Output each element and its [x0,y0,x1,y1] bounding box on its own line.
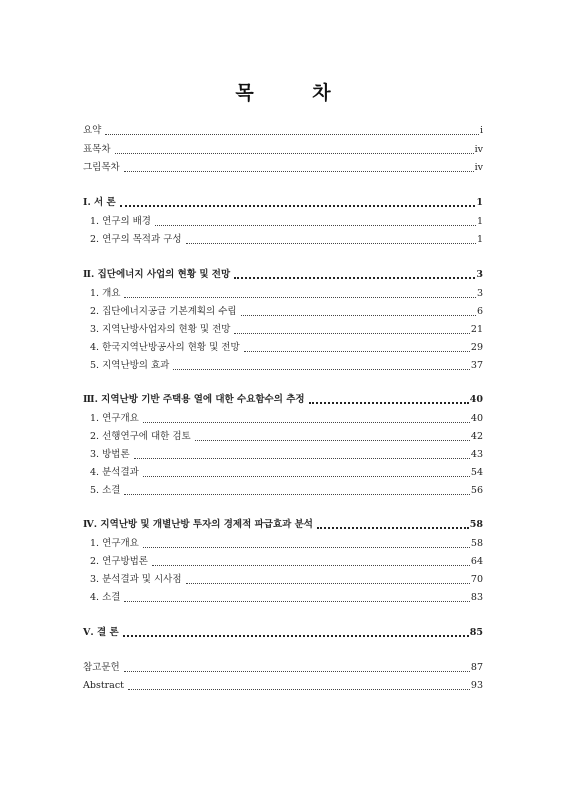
toc-entry[interactable] [90,342,483,354]
toc-label: 3. 분석결과 및 시사점 [90,574,182,585]
dot-leader [124,171,474,172]
toc-chapter[interactable] [83,627,483,639]
dot-leader [124,297,476,298]
toc-page-number: 40 [469,394,483,405]
toc-page-number: 37 [470,360,483,371]
toc-label: 참고문헌 [83,662,120,673]
toc-page-number: 3 [476,269,483,280]
dot-leader [143,476,470,477]
toc-page-number: 93 [470,680,483,691]
toc-page-number: 1 [476,197,483,208]
toc-page-number: 87 [470,662,483,673]
toc-page-number: 64 [470,556,483,567]
toc-page-number: 83 [470,592,483,603]
toc-label: 4. 분석결과 [90,467,139,478]
toc-page-number: 43 [470,449,483,460]
toc-page-number: 1 [476,216,483,227]
dot-leader [124,494,469,495]
toc-label: 그림목차 [83,162,120,173]
toc-entry[interactable] [83,662,483,674]
dot-leader [128,689,470,690]
dot-leader [234,333,469,334]
toc-label: Ⅴ. 결 론 [83,627,119,638]
dot-leader [195,440,470,441]
page-title: 목 차 [235,82,357,104]
toc-label: Ⅰ. 서 론 [83,197,116,208]
toc-entry[interactable] [83,125,483,137]
dot-leader [234,277,475,279]
toc-label: 1. 연구개요 [90,538,139,549]
toc-page-number: iv [474,162,483,173]
toc-chapter[interactable] [83,394,483,406]
toc-page-number: i [479,125,483,136]
toc-chapter[interactable] [83,269,483,281]
toc-page-number: 42 [470,431,483,442]
toc-page-number: 40 [470,413,483,424]
toc-entry[interactable] [90,467,483,479]
toc-page-number: 56 [470,485,483,496]
toc-label: 1. 개요 [90,288,121,299]
toc-label: Ⅱ. 집단에너지 사업의 현황 및 전망 [83,269,231,280]
toc-page-number: 21 [470,324,483,335]
toc-label: 1. 연구의 배경 [90,216,151,227]
toc-entry[interactable] [90,592,483,604]
toc-label: 2. 연구방법론 [90,556,148,567]
toc-label: 2. 연구의 목적과 구성 [90,234,182,245]
toc-label: 4. 한국지역난방공사의 현황 및 전망 [90,342,240,353]
toc-label: 1. 연구개요 [90,413,139,424]
dot-leader [120,205,476,207]
toc-page-number: 70 [470,574,483,585]
dot-leader [186,243,476,244]
toc-page-number: 1 [476,234,483,245]
dot-leader [134,458,470,459]
toc-label: 4. 소결 [90,592,121,603]
toc-entry[interactable] [90,324,483,336]
toc-label: 표목차 [83,144,111,155]
toc-label: 3. 방법론 [90,449,130,460]
dot-leader [124,601,469,602]
dot-leader [241,315,476,316]
toc-entry[interactable] [90,574,483,586]
dot-leader [152,565,470,566]
toc-page-number: 58 [469,519,483,530]
dot-leader [244,351,470,352]
toc-chapter[interactable] [83,519,483,531]
toc-entry[interactable] [90,360,483,372]
dot-leader [173,369,470,370]
toc-chapter[interactable] [83,197,483,209]
toc-label: Ⅳ. 지역난방 및 개별난방 투자의 경제적 파급효과 분석 [83,519,313,530]
toc-entry[interactable] [90,288,483,300]
toc-page-number: iv [474,144,483,155]
toc-label: 2. 선행연구에 대한 검토 [90,431,191,442]
toc-label: Abstract [83,680,124,691]
toc-entry[interactable] [90,413,483,425]
toc-entry[interactable] [90,556,483,568]
toc-entry[interactable] [90,216,483,228]
toc-entry[interactable] [83,680,483,692]
toc-entry[interactable] [90,538,483,550]
toc-entry[interactable] [90,449,483,461]
toc-entry[interactable] [90,485,483,497]
toc-label: 요약 [83,125,102,136]
toc-page-number: 6 [476,306,483,317]
toc-entry[interactable] [90,234,483,246]
toc-label: 5. 소결 [90,485,121,496]
dot-leader [105,134,479,135]
dot-leader [186,583,470,584]
dot-leader [124,671,470,672]
dot-leader [155,225,476,226]
dot-leader [143,547,470,548]
toc-entry[interactable] [83,144,483,156]
toc-page-number: 54 [470,467,483,478]
toc-entry[interactable] [90,306,483,318]
toc-page-number: 29 [470,342,483,353]
dot-leader [317,527,469,529]
dot-leader [123,635,469,637]
toc-label: 3. 지역난방사업자의 현황 및 전망 [90,324,231,335]
toc-page-number: 3 [476,288,483,299]
toc-entry[interactable] [83,162,483,174]
dot-leader [309,402,469,404]
toc-label: 5. 지역난방의 효과 [90,360,170,371]
toc-page-number: 58 [470,538,483,549]
toc-entry[interactable] [90,431,483,443]
toc-page-number: 85 [469,627,483,638]
dot-leader [143,422,470,423]
toc-label: 2. 집단에너지공급 기본계획의 수립 [90,306,237,317]
toc-label: Ⅲ. 지역난방 기반 주택용 열에 대한 수요함수의 추정 [83,394,305,405]
dot-leader [115,153,474,154]
